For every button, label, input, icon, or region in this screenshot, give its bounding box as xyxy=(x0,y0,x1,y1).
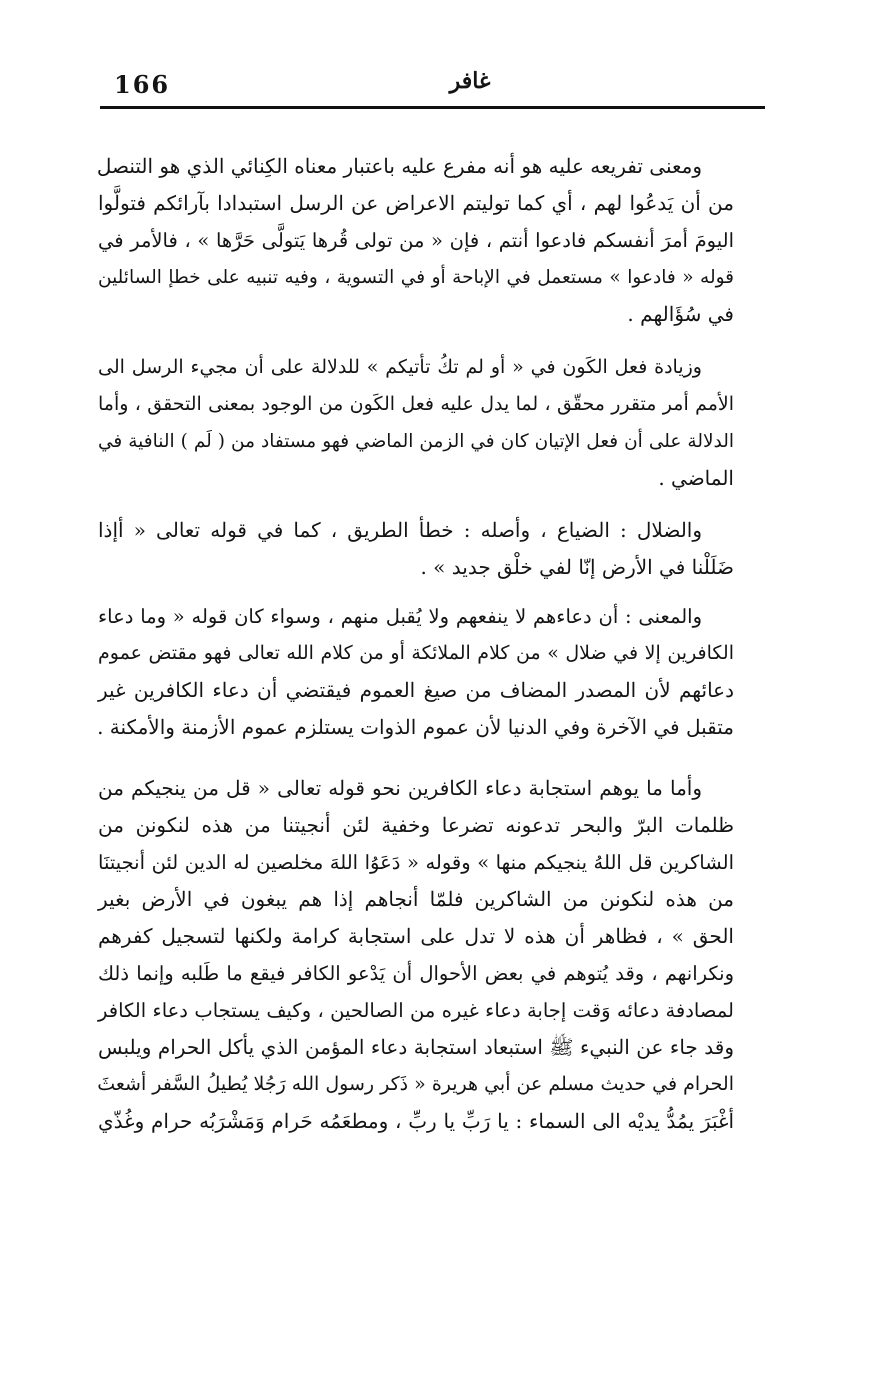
text-line: الشاكرين قل اللهُ ينجيكم منها » وقوله « دَعَوُا اللهَ مخلصين له الدين لئن أنجيتنَا xyxy=(98,851,734,874)
text-line: من أن يَدعُوا لهم ، أي كما توليتم الاعراض عن الرسل استبدادا بآرائكم فتولَّوا xyxy=(98,191,734,215)
text-line: قوله « فادعوا » مستعمل في الإباحة أو في التسوية ، وفيه تنبيه على خطإ السائلين xyxy=(98,267,734,288)
page-number: 166 xyxy=(114,70,171,99)
text-line: الدلالة على أن فعل الإتيان كان في الزمن الماضي فهو مستفاد من ( لَم ) النافية في xyxy=(98,431,734,452)
text-line: اليومَ أمرَ أنفسكم فادعوا أنتم ، فإن « من تولى قُرها يَتولَّى حَرَّها » ، فالأمر في xyxy=(98,229,734,252)
paragraph xyxy=(98,598,766,746)
page-header xyxy=(100,66,765,106)
text-line: والمعنى : أن دعاءهم لا ينفعهم ولا يُقبل منهم ، وسواء كان قوله « وما دعاء xyxy=(98,605,702,628)
text-line: الحرام في حديث مسلم عن أبي هريرة « ذَكر رسول الله رَجُلا يُطيلُ السَّفر أشعثَ xyxy=(97,1073,734,1095)
text-line: أغْبَرَ يمُدُّ يديْه الى السماء : يا رَبِّ يا ربِّ ، ومطعَمُه حَرام وَمَشْرَبُه حرام وغُذّي xyxy=(98,1109,734,1133)
text-line: الأمم أمر متقرر محقّق ، لما يدل عليه فعل الكَون من الوجود بمعنى التحقق ، وأما xyxy=(98,393,734,415)
header-rule xyxy=(100,106,765,109)
text-line: لمصادفة دعائه وَقت إجابة دعاء غيره من الصالحين ، وكيف يستجاب دعاء الكافر xyxy=(98,999,734,1022)
paragraph xyxy=(98,512,766,586)
text-line: من هذه لنكونن من الشاكرين فلمّا أنجاهم إذا هم يبغون في الأرض بغير xyxy=(98,887,734,911)
text-line: وزيادة فعل الكَون في « أو لم تكُ تأتيكم » للدلالة على أن مجيء الرسل الى xyxy=(98,356,702,378)
text-line: وقد جاء عن النبيء ﷺ استبعاد استجابة دعاء المؤمن الذي يأكل الحرام ويلبس xyxy=(98,1035,734,1059)
text-line: ونكرانهم ، وقد يُتوهم في بعض الأحوال أن يَدْعو الكافر فيقع ما طَلبه وإنما ذلك xyxy=(98,962,734,985)
text-line: ضَلَلْنا في الأرض إنّا لفي خلْق جديد » . xyxy=(420,555,734,579)
text-line: في سُؤَالهم . xyxy=(627,302,734,326)
text-line: ظلمات البرّ والبحر تدعونه تضرعا وخفية لئن أنجيتنا من هذه لنكونن من xyxy=(98,813,734,837)
text-line: والضلال : الضياع ، وأصله : خطأ الطريق ، كما في قوله تعالى « أإذا xyxy=(98,518,702,542)
page-body xyxy=(98,148,766,1140)
running-title: غافر xyxy=(449,68,491,94)
text-line: دعائهم لأن المصدر المضاف من صيغ العموم فيقتضي أن دعاء الكافرين غير xyxy=(98,678,734,702)
paragraph xyxy=(98,349,766,497)
text-line: متقبل في الآخرة وفي الدنيا لأن عموم الذوات يستلزم عموم الأزمنة والأمكنة . xyxy=(97,715,734,739)
paragraph xyxy=(98,148,766,333)
text-line: الحق » ، فظاهر أن هذه لا تدل على استجابة كرامة ولكنها لتسجيل كفرهم xyxy=(98,924,734,948)
text-line: ومعنى تفريعه عليه هو أنه مفرع عليه باعتبار معناه الكِنائي الذي هو التنصل xyxy=(96,154,702,178)
text-line: الماضي . xyxy=(658,466,734,490)
text-line: الكافرين إلا في ضلال » من كلام الملائكة أو من كلام الله تعالى فهو مقتض عموم xyxy=(98,642,734,664)
paragraph xyxy=(98,770,766,1140)
text-line: وأما ما يوهم استجابة دعاء الكافرين نحو قوله تعالى « قل من ينجيكم من xyxy=(98,776,702,800)
